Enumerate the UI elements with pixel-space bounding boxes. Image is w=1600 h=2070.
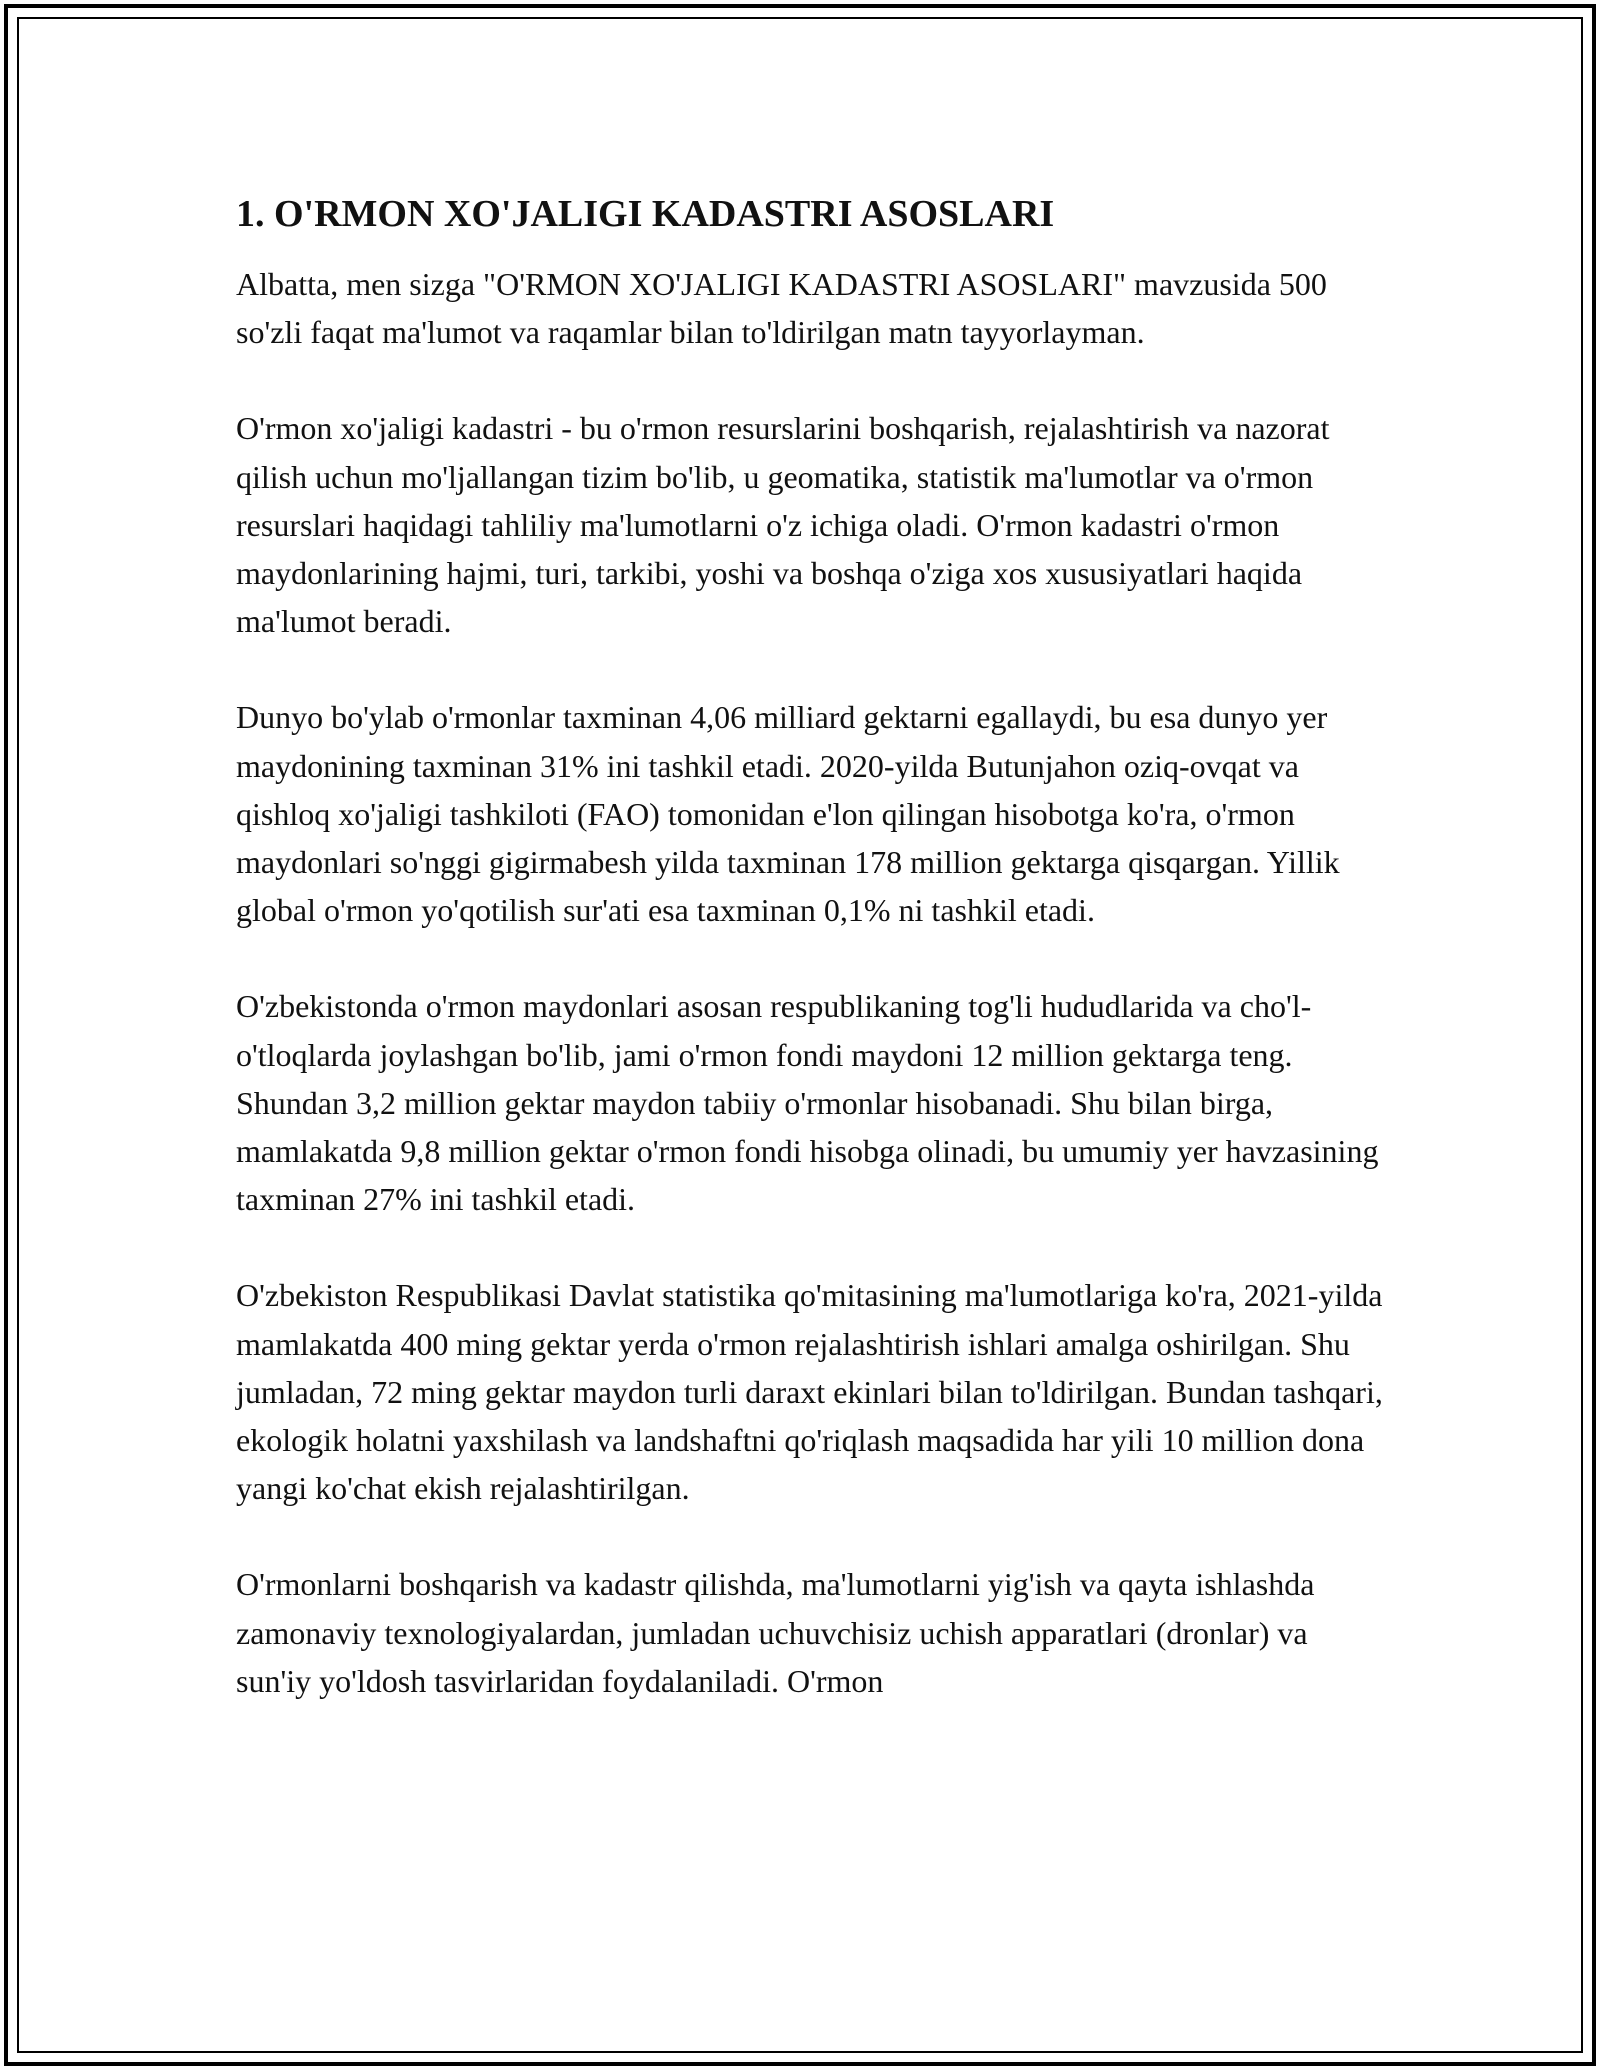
document-body	[236, 186, 1386, 1753]
paragraph-global-forests: Dunyo bo'ylab o'rmonlar taxminan 4,06 milliard gektarni egallaydi, bu esa dunyo yer maydonining taxminan 31% ini tashkil etadi. 2020-yilda Butunjahon oziq-ovqat va qishloq xo'jaligi tashkiloti (FAO) tomonidan e'lon qilingan hisobotga ko'ra, o'rmon maydonlari so'nggi gigirmabesh yilda taxminan 178 million gektarga qisqargan. Yillik global o'rmon yo'qotilish sur'ati esa taxminan 0,1% ni tashkil etadi.	[236, 699, 1340, 929]
paragraph-statistics-committee: O'zbekiston Respublikasi Davlat statistika qo'mitasining ma'lumotlariga ko'ra, 2021-yilda mamlakatda 400 ming gektar yerda o'rmon rejalashtirish ishlari amalga oshirilgan. Shu jumladan, 72 ming gektar maydon turli daraxt ekinlari bilan to'ldirilgan. Bundan tashqari, ekologik holatni yaxshilash va landshaftni qo'riqlash maqsadida har yili 10 million dona yangi ko'chat ekish rejalashtirilgan.	[236, 1277, 1383, 1507]
paragraph-intro: Albatta, men sizga "O'RMON XO'JALIGI KADASTRI ASOSLARI" mavzusida 500 so'zli faqat ma'lumot va raqamlar bilan to'ldirilgan matn tayyorlayman.	[236, 266, 1327, 351]
paragraph-technologies: O'rmonlarni boshqarish va kadastr qilishda, ma'lumotlarni yig'ish va qayta ishlashda zamonaviy texnologiyalardan, jumladan uchuvchisiz uchish apparatlari (dronlar) va sun'iy yo'ldosh tasvirlaridan foydalaniladi. O'rmon	[236, 1566, 1315, 1699]
document-title: 1. O'RMON XO'JALIGI KADASTRI ASOSLARI	[236, 193, 1055, 235]
paragraph-definition: O'rmon xo'jaligi kadastri - bu o'rmon resurslarini boshqarish, rejalashtirish va nazorat qilish uchun mo'ljallangan tizim bo'lib, u geomatika, statistik ma'lumotlar va o'rmon resurslari haqidagi tahliliy ma'lumotlarni o'z ichiga oladi. O'rmon kadastri o'rmon maydonlarining hajmi, turi, tarkibi, yoshi va boshqa o'ziga xos xususiyatlari haqida ma'lumot beradi.	[236, 410, 1330, 640]
paragraph-uzbekistan-forests: O'zbekistonda o'rmon maydonlari asosan respublikaning tog'li hududlarida va cho'l-o'tloqlarda joylashgan bo'lib, jami o'rmon fondi maydoni 12 million gektarga teng. Shundan 3,2 million gektar maydon tabiiy o'rmonlar hisobanadi. Shu bilan birga, mamlakatda 9,8 million gektar o'rmon fondi hisobga olinadi, bu umumiy yer havzasining taxminan 27% ini tashkil etadi.	[236, 988, 1379, 1218]
